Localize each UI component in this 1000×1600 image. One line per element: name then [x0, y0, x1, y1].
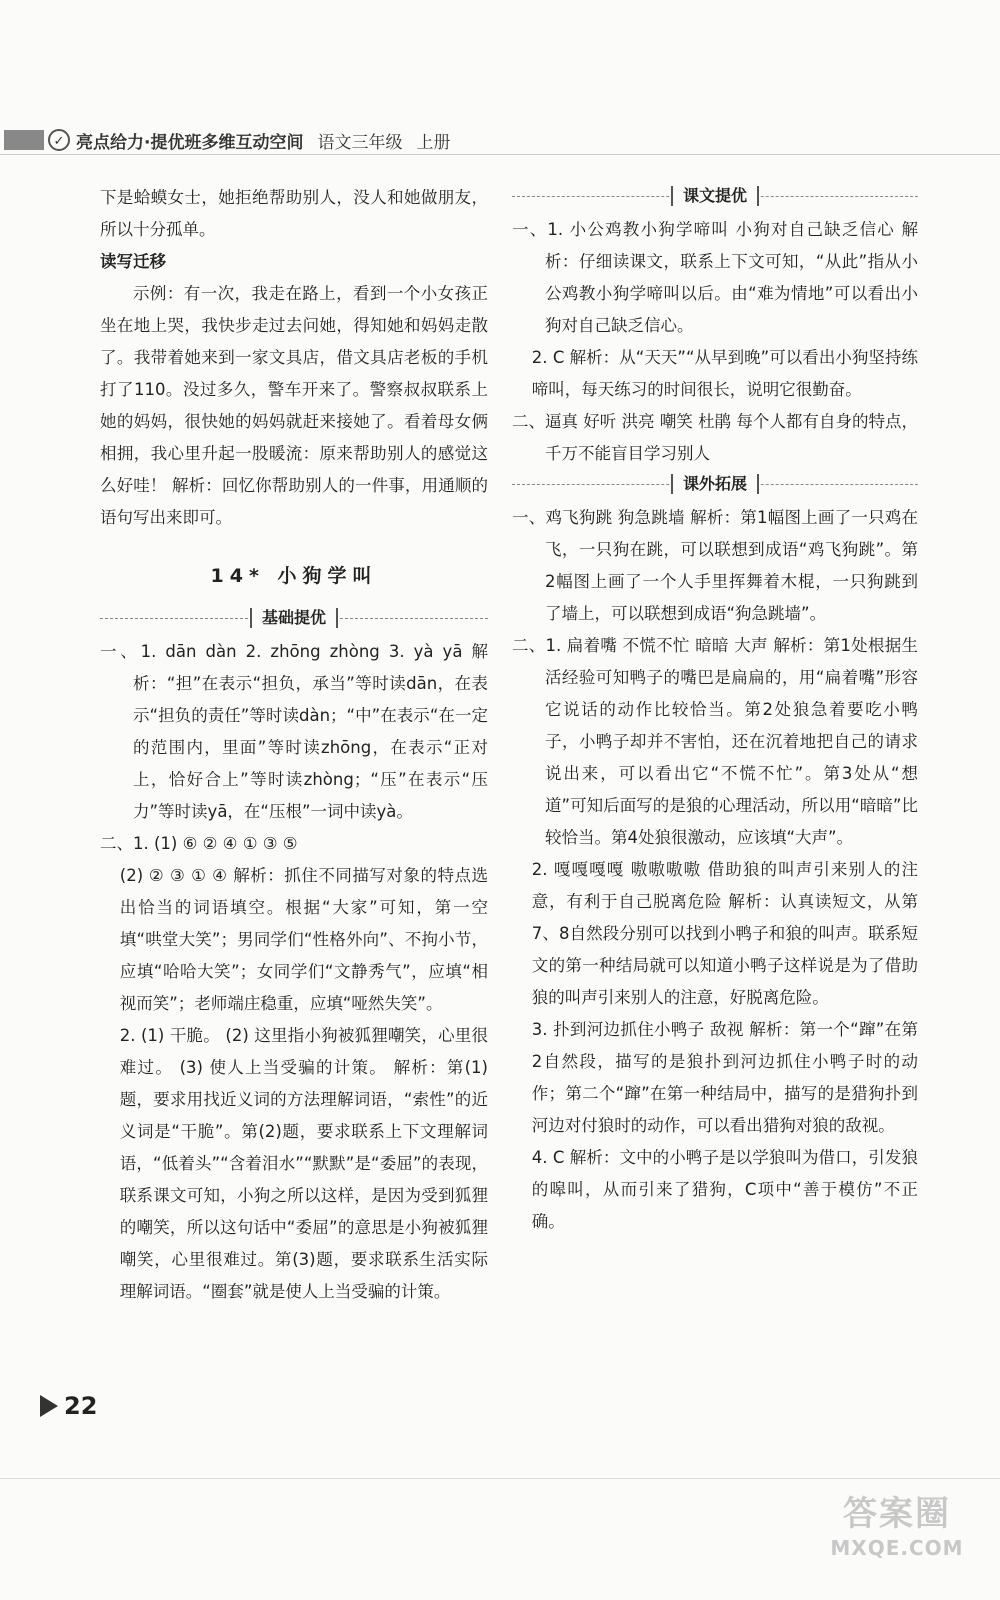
- answer-2-1-2: (2) ② ③ ① ④ 解析：抓住不同描写对象的特点选出恰当的词语填空。根据“大家”可知，第一空填“哄堂大笑”；男同学们“性格外向”、不拘小节，应填“哈哈大笑”；女同学们“文静秀气”，应填“相视而笑”；老师端庄稳重，应填“哑然失笑”。: [119, 866, 488, 1013]
- extension-answer-2-2: 2. 嘎嘎嘎嘎 嗷嗷嗷嗷 借助狼的叫声引来别人的注意，有利于自己脱离危险 解析：认真读短文，从第7、8自然段分别可以找到小鸭子和狼的叫声。联系短文的第一种结局就可以知道小鸭子这样说是为了借助狼的叫声引来别人的注意，好脱离危险。: [531, 860, 918, 1007]
- page-number-text: 22: [64, 1392, 98, 1420]
- play-triangle-icon: [40, 1395, 58, 1417]
- series-name: ·提优班多维互动空间: [144, 132, 304, 153]
- reading-writing-answer: 示例：有一次，我走在路上，看到一个小女孩正坐在地上哭，我快步走过去问她，得知她和妈妈走散了。我带着她来到一家文具店，借文具店老板的手机打了110。没过多久，警车开来了。警察叔叔联系上她的妈妈，很快她的妈妈就赶来接她了。看着母女俩相拥，我心里升起一股暖流：原来帮助别人的感觉这么好哇！ 解析：回忆你帮助别人的一件事，用通顺的语句写出来即可。: [100, 284, 488, 527]
- lesson-answer-1: 一、1. 小公鸡教小狗学啼叫 小狗对自己缺乏信心 解析：仔细读课文，联系上下文可知，“从此”指从小公鸡教小狗学啼叫以后。由“难为情地”可以看出小狗对自己缺乏信心。: [512, 220, 918, 335]
- extension-answer-1: 一、鸡飞狗跳 狗急跳墙 解析：第1幅图上画了一只鸡在飞，一只狗在跳，可以联想到成语“鸡飞狗跳”。第2幅图上画了一个人手里挥舞着木棍，一只狗跳到了墙上，可以联想到成语“狗急跳墙”。: [512, 508, 918, 623]
- section-tag-lesson-label: 课文提优: [671, 186, 759, 206]
- answer-2-1: 二、1. (1) ⑥ ② ④ ① ③ ⑤: [100, 834, 298, 853]
- header-rule: [0, 154, 1000, 155]
- extension-answer-2-3: 3. 扑到河边抓住小鸭子 敌视 解析：第一个“蹿”在第2自然段，描写的是狼扑到河边抓住小鸭子时的动作；第二个“蹿”在第一种结局中，描写的是猎狗扑到河边对付狼时的动作，可以看出猎狗对狼的敌视。: [531, 1020, 918, 1135]
- section-tag-extension: [512, 474, 918, 494]
- section-tag-basic: [100, 608, 488, 628]
- page-number: [40, 1392, 97, 1420]
- extension-answer-2-4: 4. C 解析：文中的小鸭子是以学狼叫为借口，引发狼的嗥叫，从而引来了猎狗，C项中“善于模仿”不正确。: [531, 1148, 918, 1231]
- header-bar: [4, 130, 44, 150]
- watermark-url: MXQE.COM: [830, 1536, 964, 1560]
- page-header: [0, 124, 450, 156]
- lesson-title: 14* 小狗学叫: [210, 565, 378, 587]
- section-tag-basic-label: 基础提优: [250, 608, 338, 628]
- answer-2-2: 2. (1) 干脆。 (2) 这里指小狗被狐狸嘲笑，心里很难过。 (3) 使人上当受骗的计策。 解析：第(1)题，要求用找近义词的方法理解词语，“索性”的近义词是“干脆”。第(2)题，要求联系上下文理解词语，“低着头”“含着泪水”“默默”是“委屈”的表现，联系课文可知，小狗之所以这样，是因为受到狐狸的嘲笑，所以这句话中“委屈”的意思是小狗被狐狸嘲笑，心里很难过。第(3)题，要求联系生活实际理解词语。“圈套”就是使人上当受骗的计策。: [119, 1026, 488, 1301]
- logo-icon: ✓: [48, 129, 70, 151]
- footer-rule: [0, 1478, 1000, 1479]
- volume-label: 上册: [416, 132, 451, 153]
- watermark-text: 答案圈: [843, 1494, 951, 1534]
- grade-label: 语文三年级: [317, 132, 403, 153]
- left-column: [100, 182, 488, 1308]
- watermark: [812, 1492, 982, 1592]
- section-tag-lesson: [512, 186, 918, 206]
- section-title-reading-writing: 读写迁移: [100, 252, 166, 271]
- right-column: [512, 182, 918, 1238]
- answer-1: 一、1. dān dàn 2. zhōng zhòng 3. yà yā 解析：“担”在表示“担负，承当”等时读dān，在表示“担负的责任”等时读dàn；“中”在表示“在一定的范围内，里面”等时读zhōng，在表示“正对上，恰好合上”等时读zhòng；“压”在表示“压力”等时读yā，在“压根”一词中读yà。: [100, 642, 488, 821]
- continued-answer: 下是蛤蟆女士，她拒绝帮助别人，没人和她做朋友，所以十分孤单。: [100, 188, 488, 239]
- brand-name: 亮点给力: [76, 132, 144, 153]
- extension-answer-2-1: 二、1. 扁着嘴 不慌不忙 暗暗 大声 解析：第1处根据生活经验可知鸭子的嘴巴是扁扁的，用“扁着嘴”形容它说话的动作比较恰当。第2处狼急着要吃小鸭子，小鸭子却并不害怕，还在沉着地把自己的请求说出来，可以看出它“不慌不忙”。第3处从“想道”可知后面写的是狼的心理活动，所以用“暗暗”比较恰当。第4处狼很激动，应该填“大声”。: [512, 636, 918, 847]
- section-tag-extension-label: 课外拓展: [671, 474, 759, 494]
- lesson-answer-3: 二、逼真 好听 洪亮 嘲笑 杜鹃 每个人都有自身的特点，千万不能盲目学习别人: [512, 412, 918, 463]
- lesson-answer-2: 2. C 解析：从“天天”“从早到晚”可以看出小狗坚持练啼叫，每天练习的时间很长，说明它很勤奋。: [531, 348, 918, 399]
